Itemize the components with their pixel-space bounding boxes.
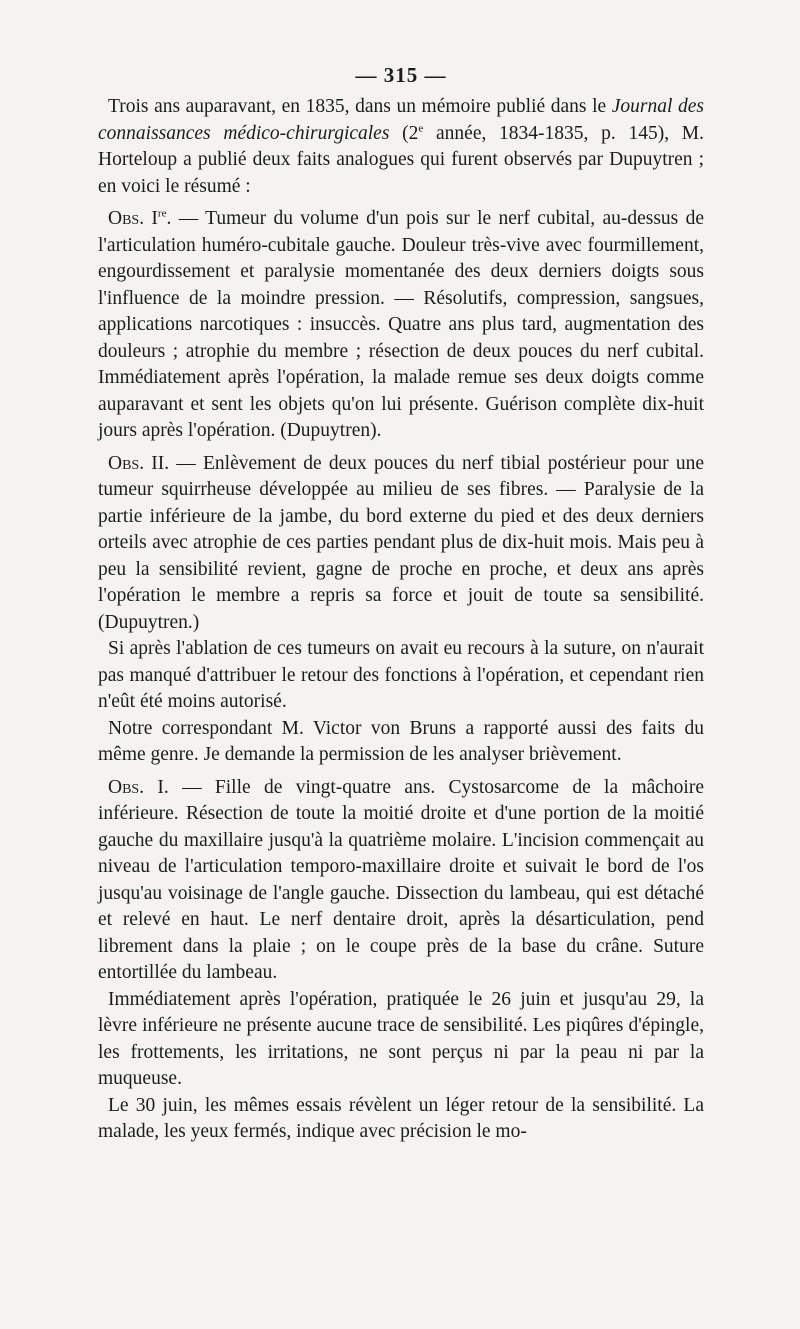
observation-2: Obs. II. — Enlèvement de deux pouces du nerf tibial postérieur pour une tumeur squirrheuse développée au milieu de ses fibres. — Paralysie de la partie inférieure de la jambe, du bord externe du pied et des deux derniers orteils avec atrophie de ces parties pendant plus de dix-huit mois. Mais peu à peu la sensibilité revient, gagne de proche en proche, et deux ans après l'opération le membre a repris sa force et jouit de toute sa sensibilité. (Dupuytren.) <box>98 452 704 633</box>
paragraph-si: Si après l'ablation de ces tumeurs on avait eu recours à la suture, on n'aurait pas manqué d'attribuer le retour des fonctions à l'opération, et cependant rien n'eût été moins autorisé. <box>98 638 704 712</box>
obs-label: Obs. <box>108 776 145 798</box>
journal-title: Journal des connaissances médico-chirurgicales <box>98 96 705 144</box>
paragraph-intro: Trois ans auparavant, en 1835, dans un mémoire publié dans le Journal des connaissances médico-chirurgicales (2e année, 1834-1835, p. 145), M. Horteloup a publié deux faits analogues qui furent observés par Dupuytren ; en voici le résumé : <box>98 96 705 197</box>
obs-label: Obs. <box>108 452 145 474</box>
observation-1: Obs. Ire. — Tumeur du volume d'un pois sur le nerf cubital, au-dessus de l'articulation huméro-cubitale gauche. Douleur très-vive avec fourmillement, engourdissement et paralysie momentanée des deux derniers doigts sous l'influence de la moindre pression. — Résolutifs, compression, sangsues, applications narcotiques : insuccès. Quatre ans plus tard, augmentation des douleurs ; atrophie du membre ; résection de deux pouces du nerf cubital. Immédiatement après l'opération, la malade remue ses deux doigts comme auparavant et sent les objets qu'on lui présente. Guérison complète dix-huit jours après l'opération. (Dupuytren). <box>98 207 704 441</box>
paragraph-immediatement: Immédiatement après l'opération, pratiquée le 26 juin et jusqu'au 29, la lèvre inférieure ne présente aucune trace de sensibilité. Les piqûres d'épingle, les frottements, les irritations, ne sont perçus ni par la peau ni par la muqueuse. <box>98 988 704 1089</box>
paragraph-notre: Notre correspondant M. Victor von Bruns a rapporté aussi des faits du même genre. Je demande la permission de les analyser brièvement. <box>98 717 704 765</box>
obs-label: Obs. <box>108 208 145 229</box>
observation-3: Obs. I. — Fille de vingt-quatre ans. Cystosarcome de la mâchoire inférieure. Résection de toute la moitié droite et d'une portion de la moitié gauche du maxillaire jusqu'à la quatrième molaire. L'incision commençait au niveau de l'articulation temporo-maxillaire droite et suivait le bord de l'os jusqu'au voisinage de l'angle gauche. Dissection du lambeau, qui est détaché et relevé en haut. Le nerf dentaire droit, après la désarticulation, pend librement dans la plaie ; on le coupe près de la base du crâne. Suture entortillée du lambeau. <box>98 776 704 983</box>
paragraph-30-juin: Le 30 juin, les mêmes essais révèlent un léger retour de la sensibilité. La malade, les yeux fermés, indique avec précision le mo- <box>98 1094 704 1142</box>
page-number: — 315 — <box>355 63 447 87</box>
